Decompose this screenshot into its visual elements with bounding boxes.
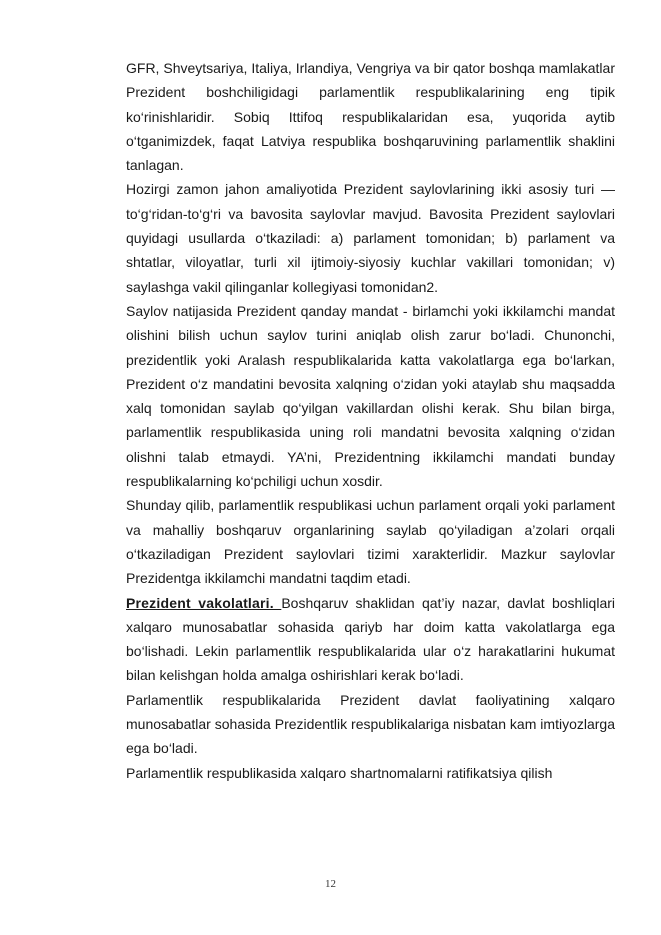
paragraph-text: Parlamentlik respublikasida xalqaro shartnomalarni ratifikatsiya qilish (126, 764, 553, 781)
paragraph-3 (126, 299, 615, 493)
paragraph-4 (126, 493, 615, 590)
paragraph-text: Shunday qilib, parlamentlik respublikasi uchun parlament orqali yoki parlament va mahalliy boshqaruv organlarining saylab qo‘yiladigan a’zolari orqali o‘tkaziladigan Prezident saylovlari tizimi xarakterlidir. Mazkur saylovlar Prezidentga ikkilamchi mandatni taqdim etadi. (126, 497, 615, 587)
paragraph-1 (126, 56, 615, 177)
paragraph-text: GFR, Shveytsariya, Italiya, Irlandiya, Vengriya va bir qator boshqa mamlakatlar Prezident boshchiligidagi parlamentlik respublikalarining eng tipik ko‘rinishlaridir. Sobiq Ittifoq respublikalaridan esa, yuqorida aytib o‘tganimizdek, faqat Latviya respublika boshqaruvining parlamentlik shaklini tanlagan. (126, 60, 615, 174)
paragraph-text: Hozirgi zamon jahon amaliyotida Prezident saylovlarining ikki asosiy turi — to‘g‘ridan-to‘g‘ri va bavosita saylovlar mavjud. Bavosita Prezident saylovlari quyidagi usullarda o‘tkaziladi: a) parlament tomonidan; b) parlament va shtatlar, viloyatlar, turli xil ijtimoiy-siyosiy kuchlar vakillari tomonidan; v) saylashga vakil qilinganlar kollegiyasi tomonidan2. (126, 181, 615, 295)
page-number: 12 (325, 878, 336, 890)
paragraph-6 (126, 688, 615, 761)
section-heading-president-powers: Prezident vakolatlari. (126, 594, 282, 611)
paragraph-text: Parlamentlik respublikalarida Prezident davlat faoliyatining xalqaro munosabatlar sohasida Prezidentlik respublikalariga nisbatan kam imtiyozlarga ega bo‘ladi. (126, 691, 615, 757)
paragraph-text: Boshqaruv shaklidan qat’iy nazar, davlat boshliqlari xalqaro munosabatlar sohasida qariyb har doim katta vakolatlarga ega bo‘lishadi. Lekin parlamentlik respublikalarida ular o‘z harakatlarini hukumat bilan kelishgan holda amalga oshirishlari kerak bo‘ladi. (126, 594, 616, 684)
paragraph-text: Saylov natijasida Prezident qanday mandat - birlamchi yoki ikkilamchi mandat olishini bilish uchun saylov turini aniqlab olish zarur bo‘ladi. Chunonchi, prezidentlik yoki Aralash respublikalarida katta vakolatlarga ega bo‘larkan, Prezident o‘z mandatini bevosita xalqning o‘zidan yoki ataylab shu maqsadda xalq tomonidan saylab qo‘yilgan vakillardan olishi kerak. Shu bilan birga, parlamentlik respublikasida uning roli mandatni bevosita xalqning o‘zidan olishni talab etmaydi. YA’ni, Prezidentning ikkilamchi mandati bunday respublikalarning ko‘pchiligi uchun xosdir. (126, 302, 615, 490)
document-body (126, 56, 615, 785)
paragraph-7 (126, 761, 615, 785)
paragraph-2 (126, 177, 615, 298)
paragraph-5 (126, 591, 615, 688)
